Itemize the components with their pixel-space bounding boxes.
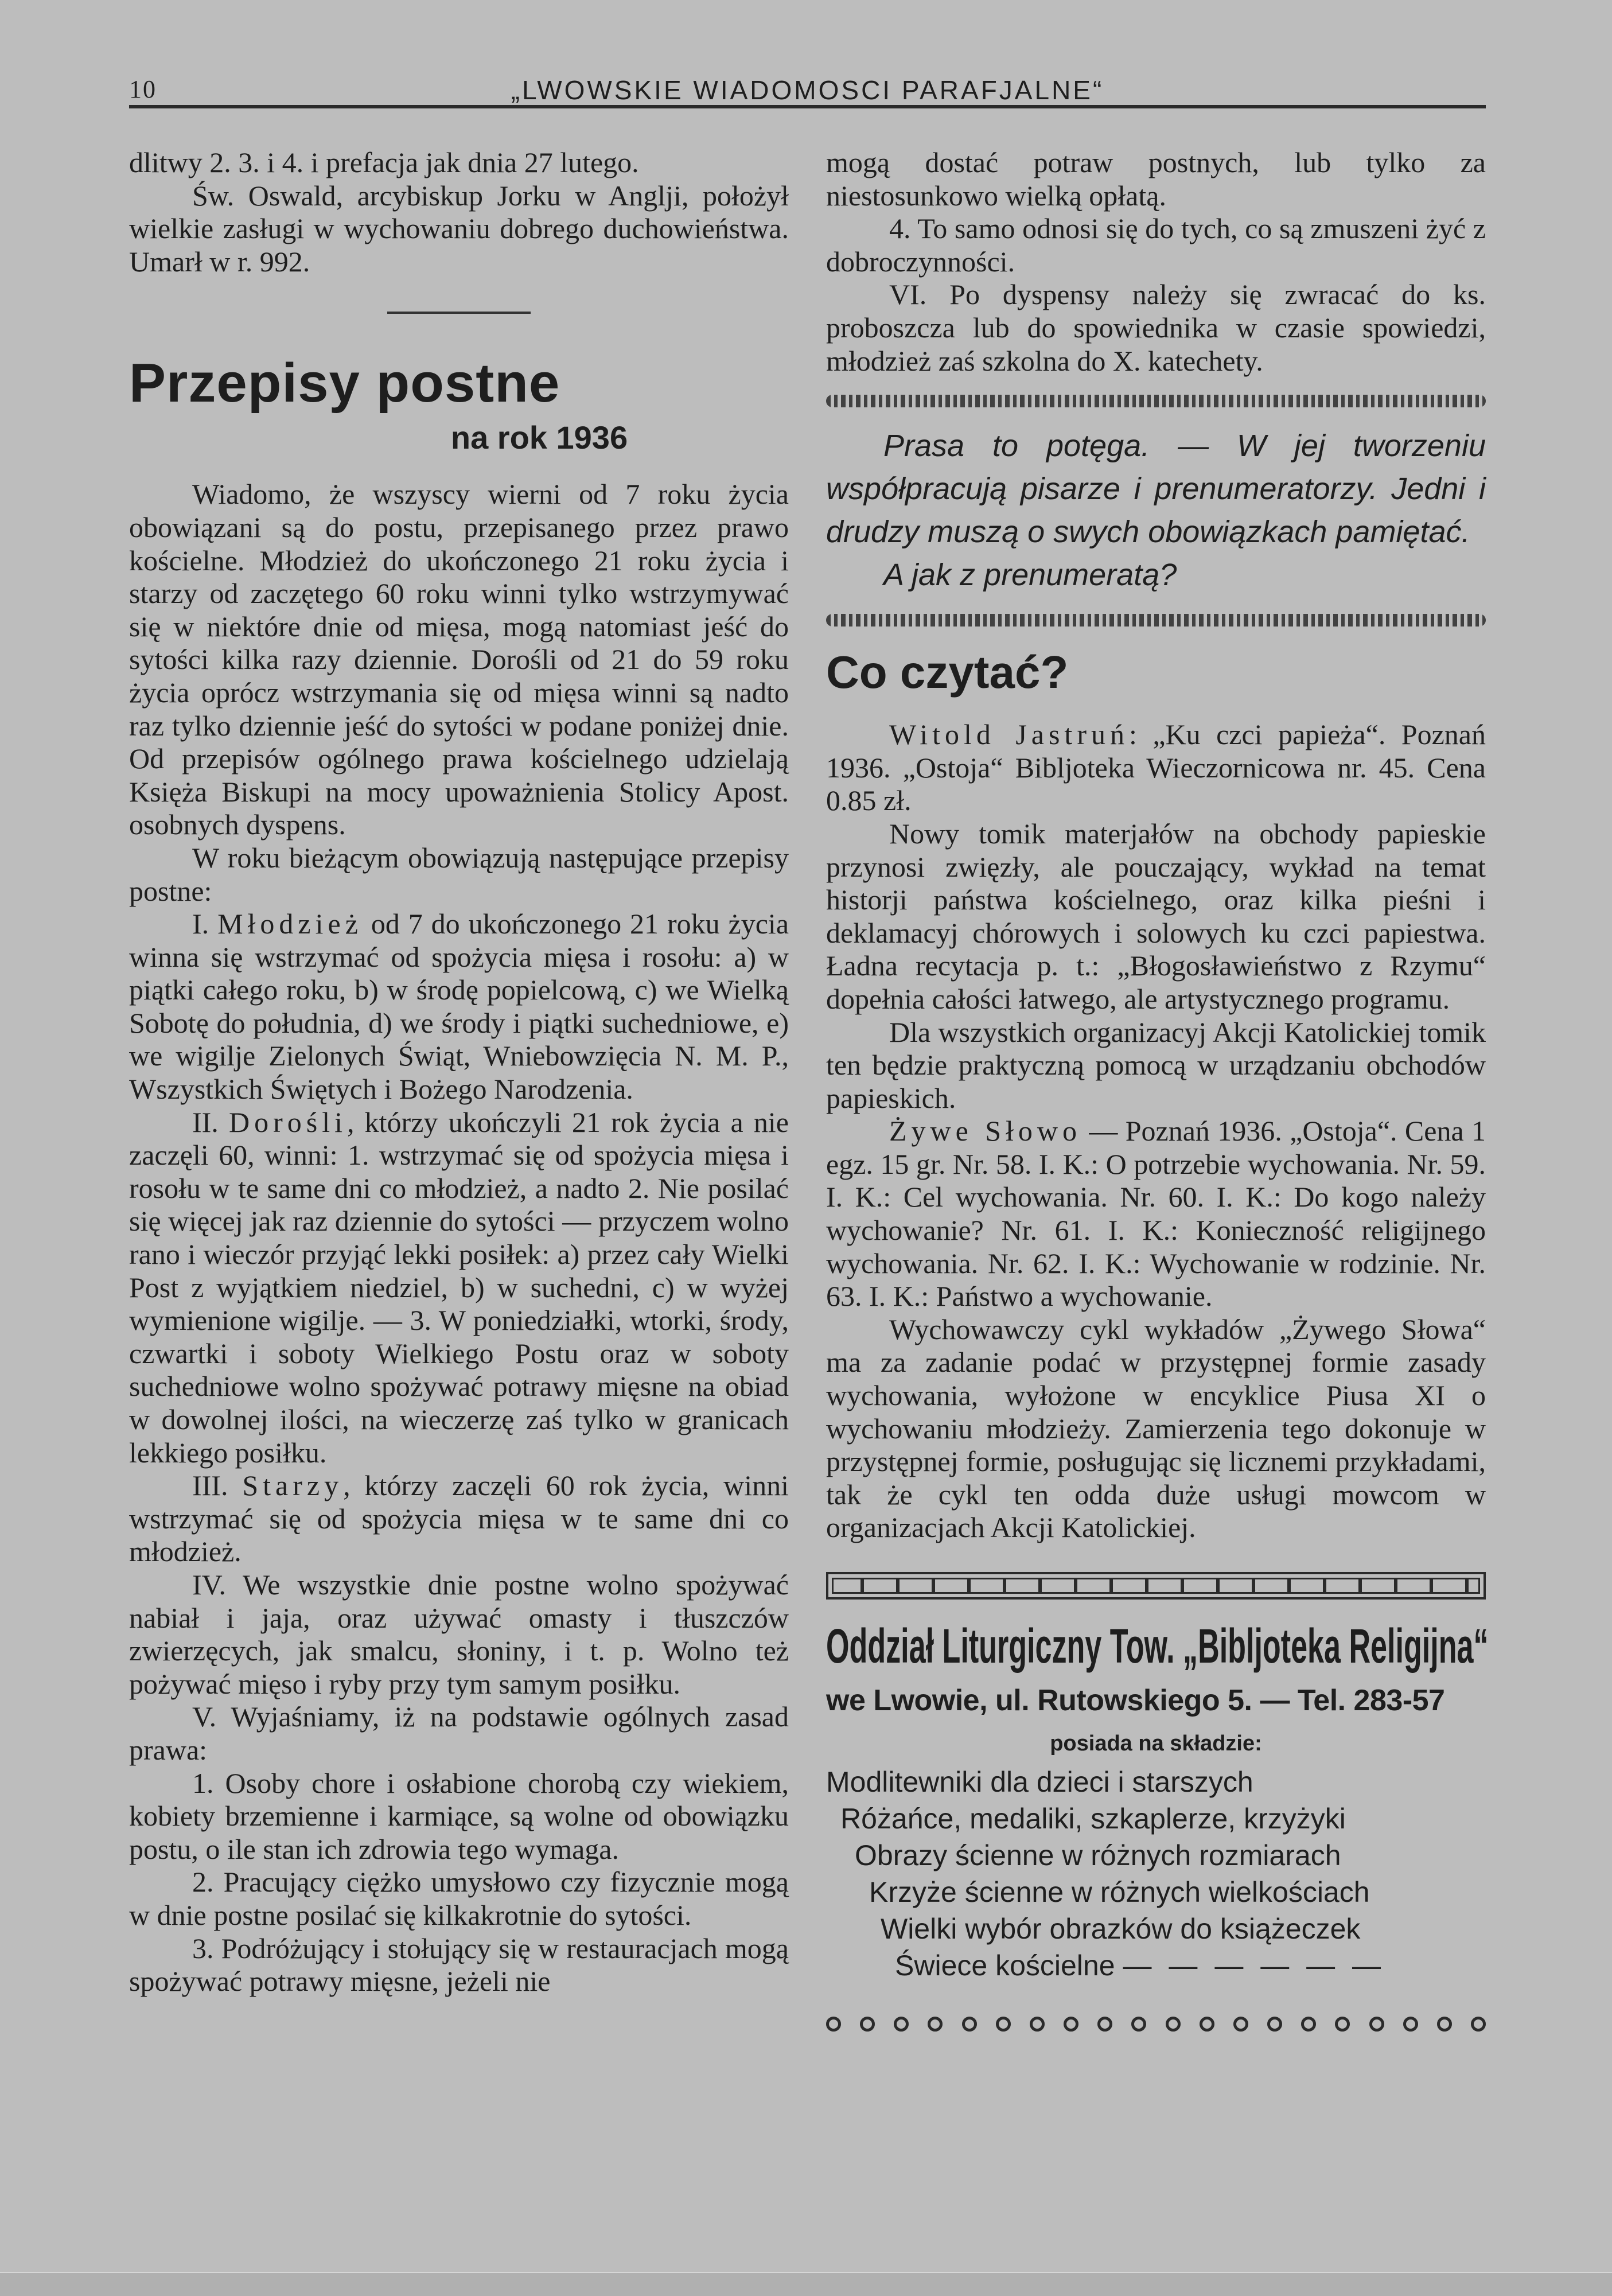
reading-paragraph: Żywe Słowo — Poznań 1936. „Ostoja“. Cena 1 egz. 15 gr. Nr. 58. I. K.: O potrzebie wychowania. Nr. 59. I. K.: Cel wychowania. Nr. 60. I. K.: Do kogo należy wychowanie? Nr. 61. I. K.: Konieczność religijnego wychowania. Nr. 62. I. K.: Wychowanie w rodzinie. Nr. 63. I. K.: Państwo a wychowanie. <box>826 1115 1486 1313</box>
ad-item: Różańce, medaliki, szkaplerze, krzyżyki <box>840 1803 1346 1835</box>
ornament-ring-icon <box>962 2017 977 2032</box>
reading-paragraph: Nowy tomik materjałów na obchody papieskie przynosi zwięzły, ale pouczający, wykład na temat historji państwa kościelnego, oraz kilka pieśni i deklamacyj chórowych i solowych ku czci papiestwa. Ładna recytacja p. t.: „Błogosławieństwo z Rzymu“ dopełnia całości łatwego, ale artystycznego programu. <box>826 817 1486 1015</box>
section-divider <box>387 312 531 314</box>
reading-section-title: Co czytać? <box>826 647 1069 698</box>
wavy-divider <box>826 395 1486 407</box>
ad-item: Krzyże ścienne w różnych wielkościach <box>869 1876 1370 1908</box>
ornament-ring-icon <box>1131 2017 1146 2032</box>
article-subtitle: na rok 1936 <box>450 419 628 456</box>
rule-paragraph: II. Dorośli, którzy ukończyli 21 rok życia a nie zaczęli 60, winni: 1. wstrzymać się od spożycia mięsa i rosołu w te same dni co młodzież, a nadto 2. Nie posilać się więcej jak raz dziennie do sytości — przyczem wolno rano i wieczór przyjąć lekki posiłek: a) przez cały Wielki Post z wyjątkiem niedziel, b) w suchedni, c) w wyżej wymienione wigilje. — 3. W poniedziałki, wtorki, środy, czwartki i soboty Wielkiego Postu oraz w soboty suchedniowe wolno spożywać potrawy mięsne na obiad w dowolnej ilości, na wieczerzę zaś tylko w granicach lekkiego posiłku. <box>129 1106 789 1469</box>
ornament-ring-icon <box>860 2017 875 2032</box>
reading-paragraph: Witold Jastruń: „Ku czci papieża“. Poznań 1936. „Ostoja“ Bibljoteka Wieczornicowa nr. 45. Cena 0.85 zł. <box>826 718 1486 817</box>
ornament-ring-icon <box>928 2017 943 2032</box>
exemption-paragraph: 2. Pracujący ciężko umysłowo czy fizycznie mogą w dnie postne posilać się kilkakrotnie do sytości. <box>129 1866 789 1931</box>
ornament-ring-icon <box>1471 2017 1486 2032</box>
ad-item: Świece kościelne — — — — — — <box>895 1949 1385 1982</box>
rule-keyword: Starzy <box>242 1469 344 1502</box>
continuation-paragraph: 4. To samo odnosi się do tych, co są zmuszeni żyć z dobroczynności. <box>826 212 1486 278</box>
ornament-ring-icon <box>996 2017 1011 2032</box>
header-rule <box>129 105 1486 108</box>
ornament-ring-icon <box>1403 2017 1418 2032</box>
ad-address: we Lwowie, ul. Rutowskiego 5. — Tel. 283-57 <box>826 1684 1445 1717</box>
ornamental-border <box>826 1572 1486 1600</box>
ornament-ring-icon <box>1097 2017 1112 2032</box>
ornament-ring-icon <box>894 2017 909 2032</box>
page-header <box>129 69 1486 109</box>
right-column <box>826 146 1489 2036</box>
ornament-ring-icon <box>1267 2017 1282 2032</box>
ad-item-list <box>826 1764 1486 1984</box>
exemption-paragraph: 1. Osoby chore i osłabione chorobą czy wiekiem, kobiety brzemienne i karmiące, są wolne od obowiązku postu, o ile stan ich zdrowia tego wymaga. <box>129 1766 789 1865</box>
rule-keyword: Dorośli <box>228 1106 347 1138</box>
ad-item: Modlitewniki dla dzieci i starszych <box>826 1766 1253 1798</box>
ornament-chain-divider <box>826 2013 1486 2036</box>
rule-paragraph: I. Młodzież od 7 do ukończonego 21 roku życia winna się wstrzymać od spożycia mięsa i rosołu: a) w piątki całego roku, b) w środę popielcową, c) we Wielką Sobotę do południa, d) we środy i piątki suchedniowe, e) we wigilje Zielonych Świąt, Wniebowzięcia N. M. P., Wszystkich Świętych i Bożego Narodzenia. <box>129 908 789 1106</box>
article-paragraph: Wiadomo, że wszyscy wierni od 7 roku życia obowiązani są do postu, przepisanego przez prawo kościelne. Młodzież do ukończonego 21 roku życia i starzy od zaczętego 60 roku winni tylko wstrzymywać się w niektóre dnie od mięsa, mogą natomiast jeść do sytości kilka razy dziennie. Dorośli od 21 do 59 roku życia oprócz wstrzymania się od mięsa winni są nadto raz tylko dziennie jeść do sytości w podane poniżej dnie. Od przepisów ogólnego prawa kościelnego udzielają Księża Biskupi na mocy upoważnienia Stolicy Apost. osobnych dyspens. <box>129 478 789 841</box>
book-author: Witold Jastruń <box>889 718 1129 751</box>
ornament-ring-icon <box>1369 2017 1384 2032</box>
ad-item: Wielki wybór obrazków do książeczek <box>881 1913 1361 1945</box>
press-notice: Prasa to potęga. — W jej tworzeniu współpracują pisarze i prenumeratorzy. Jedni i drudzy muszą o swych obowiązkach pamiętać. A jak z prenumeratą? <box>826 429 1486 593</box>
page-bottom-edge <box>0 2272 1612 2296</box>
wavy-divider <box>826 614 1486 626</box>
continuation-paragraph: mogą dostać potraw postnych, lub tylko za niestosunkowo wielką opłatą. <box>826 146 1486 212</box>
ornament-ring-icon <box>1166 2017 1181 2032</box>
ornament-ring-icon <box>1064 2017 1078 2032</box>
ad-item: Obrazy ścienne w różnych rozmiarach <box>855 1839 1341 1871</box>
ad-dashes: — — — — — — <box>1123 1949 1385 1982</box>
ornament-ring-icon <box>1335 2017 1350 2032</box>
continuation-paragraph: VI. Po dyspensy należy się zwracać do ks. proboszcza lub do spowiednika w czasie spowiedzi, młodzież zaś szkolna do X. katechety. <box>826 278 1486 377</box>
page-number: 10 <box>129 75 157 103</box>
ornament-ring-icon <box>1200 2017 1214 2032</box>
article-title: Przepisy postne <box>129 352 560 414</box>
intro-paragraph: dlitwy 2. 3. i 4. i prefacja jak dnia 27 lutego. <box>129 146 639 178</box>
rule-paragraph: V. Wyjaśniamy, iż na podstawie ogólnych zasad prawa: <box>129 1700 789 1766</box>
ad-title: Oddział Liturgiczny Tow. „Bibljoteka Religijna“ <box>826 1619 1489 1673</box>
exemption-paragraph: 3. Podróżujący i stołujący się w restauracjach mogą spożywać potrawy mięsne, jeżeli nie <box>129 1932 789 1998</box>
rule-keyword: Młodzież <box>217 908 363 940</box>
rule-paragraph: IV. We wszystkie dnie postne wolno spożywać nabiał i jaja, oraz używać omasty i tłuszczów zwierzęcych, jak smalcu, słoniny, i t. p. Wolno też pożywać mięso i ryby przy tym samym posiłku. <box>129 1568 789 1700</box>
book-title: Żywe Słowo <box>889 1115 1082 1147</box>
intro-paragraph: Św. Oswald, arcybiskup Jorku w Anglji, położył wielkie zasługi w wychowaniu dobrego duchowieństwa. Umarł w r. 992. <box>129 179 789 278</box>
rule-paragraph: III. Starzy, którzy zaczęli 60 rok życia, winni wstrzymać się od spożycia mięsa w te same dni co młodzież. <box>129 1469 789 1568</box>
left-column <box>129 146 789 1998</box>
publication-title: „LWOWSKIE WIADOMOSCI PARAFJALNE“ <box>511 75 1104 105</box>
ornament-ring-icon <box>1437 2017 1452 2032</box>
article-paragraph: W roku bieżącym obowiązują następujące przepisy postne: <box>129 841 789 907</box>
ornament-ring-icon <box>1233 2017 1248 2032</box>
ornament-ring-icon <box>826 2017 841 2032</box>
ornament-ring-icon <box>1301 2017 1316 2032</box>
ornament-ring-icon <box>1030 2017 1045 2032</box>
advertisement <box>826 1614 1489 2036</box>
reading-paragraph: Wychowawczy cykl wykładów „Żywego Słowa“ ma za zadanie podać w przystępnej formie zasady wychowania, wyłożone w encyklice Piusa XI o wychowaniu młodzieży. Zamierzenia tego dokonuje w przystępnej formie, posługując się licznemi przykładami, tak że cykl ten odda duże usługi mowcom w organizacjach Akcji Katolickiej. <box>826 1313 1486 1544</box>
ad-stock-label: posiada na składzie: <box>1050 1731 1262 1756</box>
reading-paragraph: Dla wszystkich organizacyj Akcji Katolickiej tomik ten będzie praktyczną pomocą w urządzaniu obchodów papieskich. <box>826 1015 1486 1114</box>
